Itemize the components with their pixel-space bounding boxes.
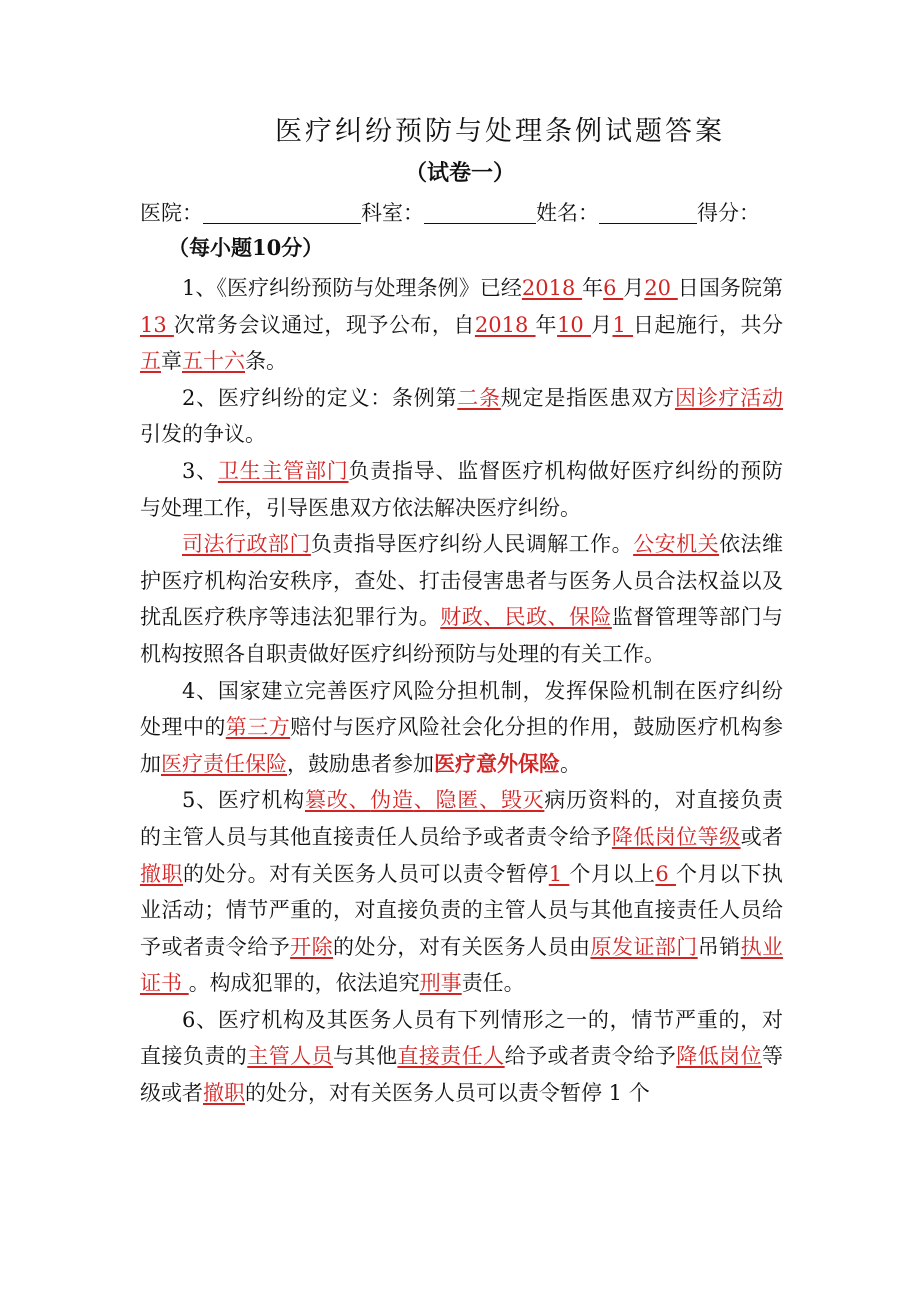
- dept-label: 科室：: [361, 201, 424, 225]
- q1-text: 年: [535, 312, 558, 337]
- answer-blank: 6: [655, 861, 676, 886]
- answer-blank: 开除: [290, 934, 334, 959]
- q6-text: 给予或者责令给予: [504, 1044, 677, 1069]
- q5-text: 。构成犯罪的，依法追究: [188, 971, 420, 996]
- answer-blank: 执业证书: [140, 934, 784, 996]
- q3b-text: 依法维护医疗机构治安秩序，查处、打击侵害患者与医务人员合法权益以及扰乱医疗秩序等违法犯罪行为。: [140, 532, 784, 630]
- answer-separator: 、: [413, 788, 436, 813]
- score-note: （每小题10分）: [168, 235, 324, 260]
- answer-blank: 直接责任人: [397, 1044, 505, 1069]
- q2-text: 规定是指医患双方: [500, 385, 675, 410]
- answer-blank: 13: [140, 312, 174, 337]
- answer-blank: 20: [644, 276, 678, 300]
- q5-text: 责任。: [461, 971, 525, 996]
- q2-text: 引发的争议。: [140, 422, 266, 447]
- page-subtitle: （试卷一）: [404, 160, 515, 186]
- answer-blank: 财政、民政、保险: [440, 605, 612, 630]
- answer-blank: 五十六: [182, 349, 245, 374]
- dept-blank: [424, 199, 536, 224]
- exam-header: [140, 197, 790, 229]
- answer-body: [140, 270, 783, 1112]
- answer-blank: 卫生主管部门: [217, 458, 349, 483]
- q4-text: ，鼓励患者参加: [287, 751, 434, 776]
- question-6: [140, 1002, 783, 1112]
- q1-text: 日国务院第: [677, 276, 784, 300]
- q6-text: 等级或者: [140, 1044, 784, 1106]
- answer-blank: 原发证部门: [590, 934, 698, 959]
- q6-text: 的处分，对有关医务人员可以责令暂停 1 个: [245, 1081, 650, 1106]
- q1-text: 次常务会议通过，现予公布，自: [173, 312, 475, 337]
- answer-blank: 司法行政部门: [182, 532, 311, 557]
- question-4: [140, 673, 783, 783]
- q5-text: 个月以下执业活动；情节严重的，对直接负责的主管人员与其他直接责任人员给予或者责令给予: [140, 861, 784, 959]
- q1-text: 1、《医疗纠纷预防与处理条例》已经: [182, 276, 522, 300]
- question-2: [140, 380, 783, 453]
- question-3: [140, 453, 783, 526]
- question-5: [140, 782, 783, 1002]
- q5-text: 的处分，对有关医务人员由: [333, 934, 591, 959]
- answer-blank: 1: [548, 861, 570, 886]
- q5-text: 吊销: [697, 934, 741, 959]
- name-blank: [599, 199, 697, 224]
- page-title: 医疗纠纷预防与处理条例试题答案: [275, 116, 725, 147]
- answer-blank: 篡改: [304, 788, 349, 813]
- score-label: 得分：: [697, 201, 760, 225]
- answer-blank: 二条: [457, 385, 501, 410]
- answer-blank: 五: [140, 349, 161, 374]
- answer-separator: 、: [348, 788, 371, 813]
- q1-text: 日起施行，共分: [633, 312, 784, 337]
- q5-text: 5、医疗机构: [182, 788, 305, 813]
- q5-text: 病历资料的，对直接负责的主管人员与其他直接责任人员给予或者责令给予: [140, 788, 784, 849]
- q6-text: 与其他: [333, 1044, 398, 1069]
- name-label: 姓名：: [536, 201, 599, 225]
- answer-blank: 刑事: [419, 971, 462, 996]
- q1-text: 月: [590, 312, 613, 337]
- answer-blank: 主管人员: [247, 1044, 334, 1069]
- q5-text: 或者: [740, 824, 784, 849]
- answer-blank: 伪造: [370, 788, 414, 813]
- q1-text: 月: [623, 276, 645, 300]
- q4-text: 。: [560, 751, 581, 776]
- q3b-text: 监督管理等部门与机构按照各自职责做好医疗纠纷预防与处理的有关工作。: [140, 605, 784, 666]
- answer-blank: 因诊疗活动: [674, 385, 784, 410]
- answer-blank: 降低岗位: [676, 1044, 763, 1069]
- answer-blank: 降低岗位等级: [611, 824, 741, 849]
- answer-blank: 1: [612, 312, 634, 337]
- q2-text: 2、医疗纠纷的定义：条例第: [182, 385, 458, 410]
- answer-separator: 、: [479, 788, 501, 813]
- answer-blank: 毁灭: [500, 788, 545, 813]
- q4-text: 4、国家建立完善医疗风险分担机制，发挥保险机制在医疗纠纷处理中的: [140, 678, 783, 740]
- q3-text: 3、: [182, 458, 218, 483]
- hospital-blank: [203, 199, 361, 224]
- q5-text: 的处分。对有关医务人员可以责令暂停: [183, 861, 549, 886]
- answer-blank: 10: [557, 312, 591, 337]
- question-1: [140, 270, 783, 380]
- answer-blank: 第三方: [225, 715, 291, 740]
- q1-text: 章: [161, 349, 182, 374]
- answer-blank: 6: [603, 276, 624, 300]
- answer-blank: 公安机关: [633, 532, 720, 557]
- answer-blank: 2018: [521, 276, 583, 300]
- q4-text: 赔付与医疗风险社会化分担的作用，鼓励医疗机构参加: [140, 715, 784, 776]
- answer-blank: 撤职: [140, 861, 184, 886]
- q5-text: 个月以上: [569, 861, 656, 886]
- q3-text: 负责指导、监督医疗机构做好医疗纠纷的预防与处理工作，引导医患双方依法解决医疗纠纷。: [140, 458, 783, 520]
- q1-text: 年: [582, 276, 604, 300]
- answer-blank: 2018: [474, 312, 536, 337]
- hospital-label: 医院：: [140, 201, 203, 225]
- answer-blank: 撤职: [203, 1081, 245, 1106]
- question-3-continued: [140, 526, 783, 672]
- answer-blank: 医疗责任保险: [161, 751, 287, 776]
- q1-text: 条。: [245, 349, 287, 374]
- answer-bold: 医疗意外保险: [434, 750, 560, 776]
- q6-text: 6、医疗机构及其医务人员有下列情形之一的，情节严重的，对直接负责的: [140, 1007, 783, 1069]
- q3b-text: 负责指导医疗纠纷人民调解工作。: [310, 532, 634, 557]
- answer-blank: 隐匿: [435, 788, 480, 813]
